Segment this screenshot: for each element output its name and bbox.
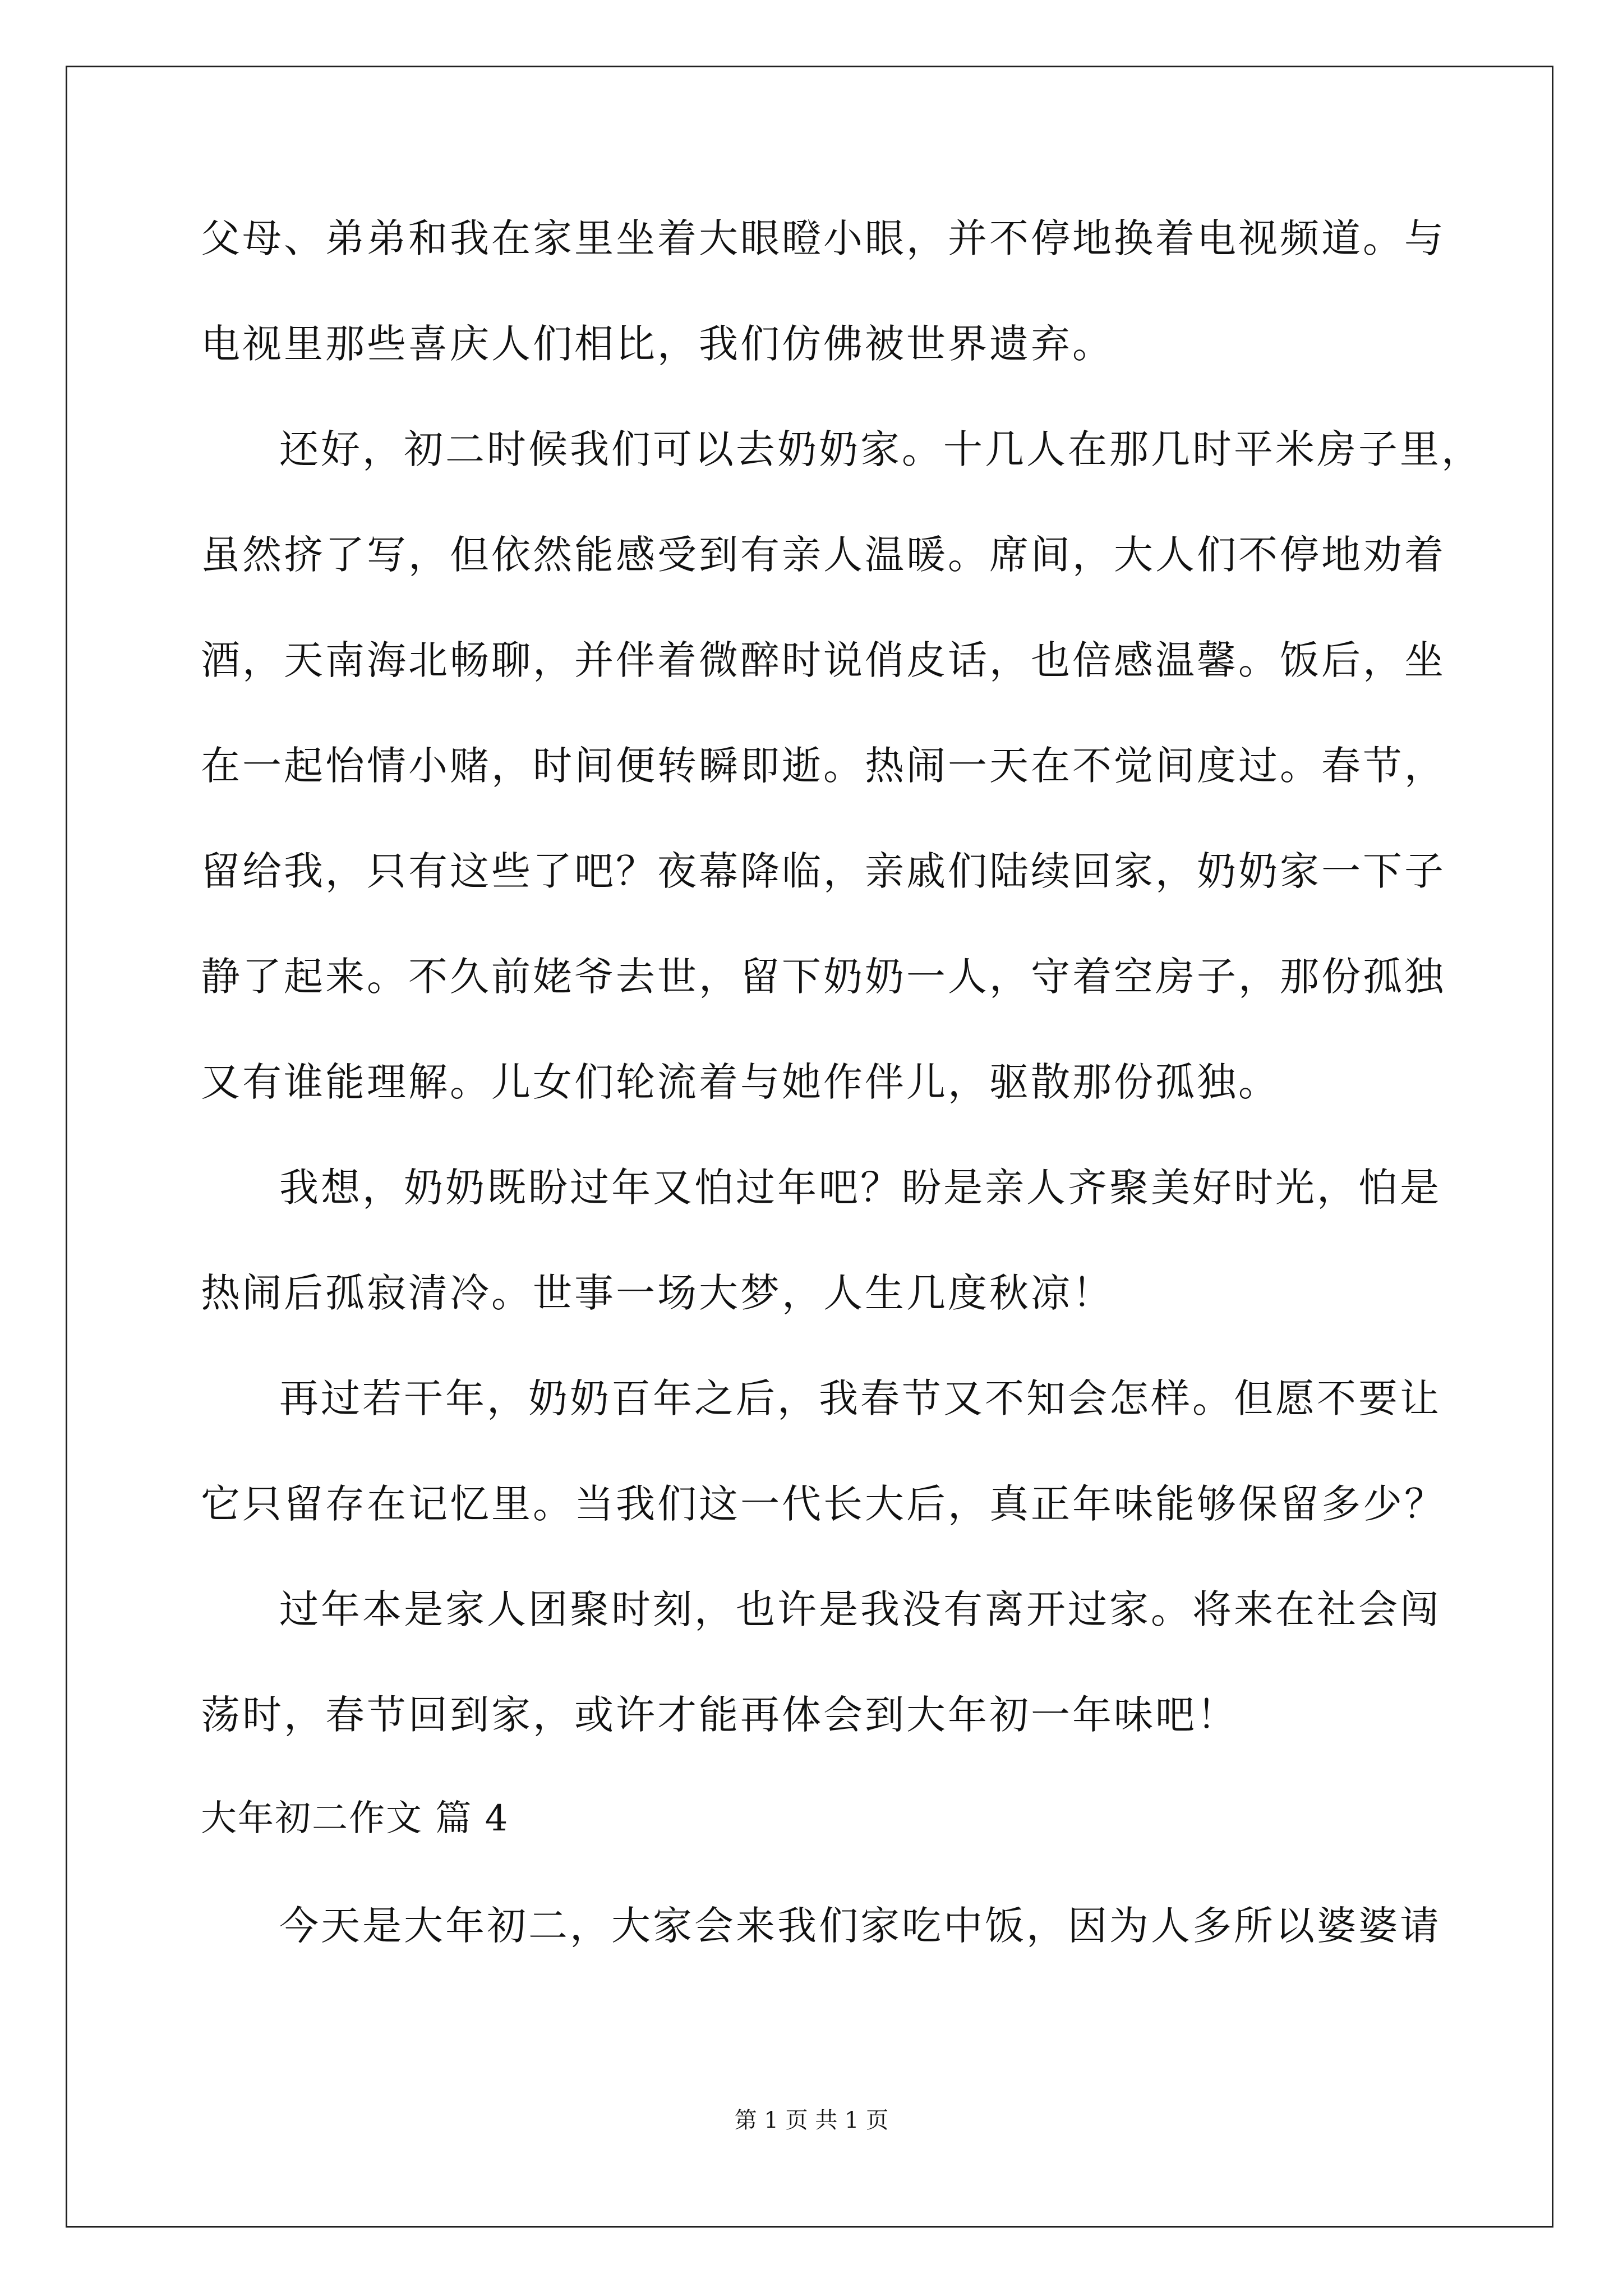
text-line: 还好，初二时候我们可以去奶奶家。十几人在那几时平米房子里， xyxy=(279,426,1483,472)
text-line: 留给我，只有这些了吧？夜幕降临，亲戚们陆续回家，奶奶家一下子 xyxy=(201,848,1446,894)
text-line: 荡时，春节回到家，或许才能再体会到大年初一年味吧！ xyxy=(201,1692,1238,1738)
text-line: 静了起来。不久前姥爷去世，留下奶奶一人，守着空房子，那份孤独 xyxy=(201,954,1446,1000)
text-line: 酒，天南海北畅聊，并伴着微醉时说俏皮话，也倍感温馨。饭后，坐 xyxy=(201,637,1446,683)
text-line: 它只留存在记忆里。当我们这一代长大后，真正年味能够保留多少？ xyxy=(201,1481,1446,1527)
text-line: 父母、弟弟和我在家里坐着大眼瞪小眼，并不停地换着电视频道。与 xyxy=(201,215,1446,261)
text-line: 虽然挤了写，但依然能感受到有亲人温暖。席间，大人们不停地劝着 xyxy=(201,532,1446,578)
text-line: 电视里那些喜庆人们相比，我们仿佛被世界遗弃。 xyxy=(201,321,1114,367)
document-body xyxy=(201,215,1483,2012)
text-line: 在一起怡情小赌，时间便转瞬即逝。热闹一天在不觉间度过。春节， xyxy=(201,743,1446,789)
text-line: 再过若干年，奶奶百年之后，我春节又不知会怎样。但愿不要让 xyxy=(279,1375,1441,1421)
text-line: 今天是大年初二，大家会来我们家吃中饭，因为人多所以婆婆请 xyxy=(279,1903,1441,1949)
section-heading: 大年初二作文 篇 4 xyxy=(201,1798,509,1839)
text-line: 热闹后孤寂清冷。世事一场大梦，人生几度秋凉！ xyxy=(201,1270,1114,1316)
page-footer: 第 1 页 共 1 页 xyxy=(734,2108,889,2133)
text-line: 过年本是家人团聚时刻，也许是我没有离开过家。将来在社会闯 xyxy=(279,1586,1441,1632)
text-line: 又有谁能理解。儿女们轮流着与她作伴儿，驱散那份孤独。 xyxy=(201,1059,1280,1105)
text-line: 我想，奶奶既盼过年又怕过年吧？盼是亲人齐聚美好时光，怕是 xyxy=(279,1165,1441,1211)
